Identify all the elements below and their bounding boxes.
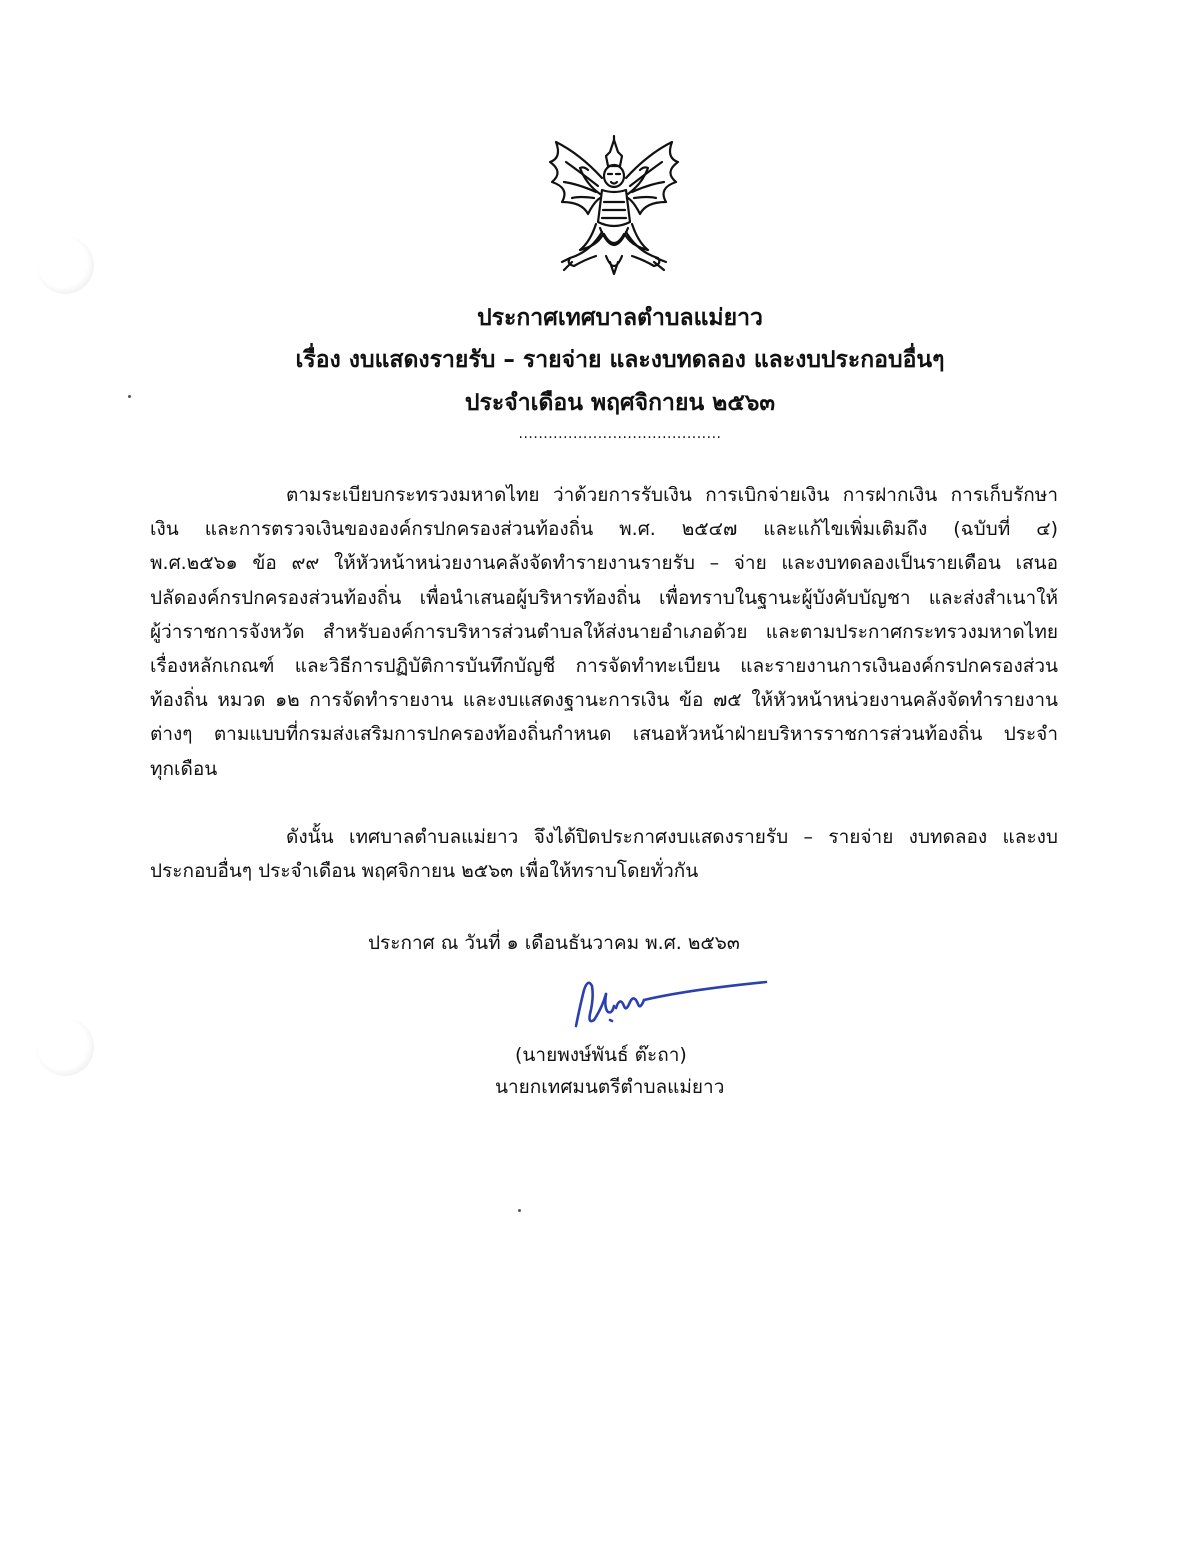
- paragraph-line: พ.ศ.๒๕๖๑ ข้อ ๙๙ ให้หัวหน้าหน่วยงานคลังจัดทำรายงานรายรับ – จ่าย และงบทดลองเป็นรายเดือน เสนอ: [150, 552, 1058, 575]
- announcement-period: ประจำเดือน พฤศจิกายน ๒๕๖๓: [464, 390, 776, 416]
- paragraph-line: ปลัดองค์กรปกครองส่วนท้องถิ่น เพื่อนำเสนอผู้บริหารท้องถิ่น เพื่อทราบในฐานะผู้บังคับบัญชา และส่งสำเนาให้: [150, 586, 1058, 609]
- signer-position: นายกเทศมนตรีตำบลแม่ยาว: [495, 1076, 725, 1098]
- body-paragraph-2: [150, 820, 1058, 888]
- announced-date: ประกาศ ณ วันที่ ๑ เดือนธันวาคม พ.ศ. ๒๕๖๓: [368, 932, 740, 954]
- paragraph-line: ตามระเบียบกระทรวงมหาดไทย ว่าด้วยการรับเงิน การเบิกจ่ายเงิน การฝากเงิน การเก็บรักษา: [286, 484, 1058, 506]
- signer-name: (นายพงษ์พันธ์ ต๊ะถา): [515, 1044, 687, 1066]
- body-paragraph-1: [150, 478, 1058, 786]
- paragraph-line: ประกอบอื่นๆ ประจำเดือน พฤศจิกายน ๒๕๖๓ เพื่อให้ทราบโดยทั่วกัน: [150, 860, 699, 883]
- separator-dots: .........................................: [518, 426, 722, 442]
- punch-hole-bottom: [36, 1018, 94, 1076]
- announcement-subject: เรื่อง งบแสดงรายรับ – รายจ่าย และงบทดลอง และงบประกอบอื่นๆ: [295, 347, 945, 373]
- punch-hole-top: [36, 236, 94, 294]
- paragraph-line: ผู้ว่าราชการจังหวัด สำหรับองค์การบริหารส่วนตำบลให้ส่งนายอำเภอด้วย และตามประกาศกระทรวงมหาดไทย: [150, 620, 1058, 643]
- handwritten-signature: [566, 966, 776, 1042]
- announcement-title: ประกาศเทศบาลตำบลแม่ยาว: [477, 305, 763, 331]
- paragraph-line: เงิน และการตรวจเงินขององค์กรปกครองส่วนท้องถิ่น พ.ศ. ๒๕๔๗ และแก้ไขเพิ่มเติมถึง (ฉบับที่ ๔): [150, 518, 1058, 541]
- scan-speck: [518, 1209, 521, 1212]
- paragraph-line: ท้องถิ่น หมวด ๑๒ การจัดทำรายงาน และงบแสดงฐานะการเงิน ข้อ ๗๕ ให้หัวหน้าหน่วยงานคลังจัดทำรายงาน: [150, 689, 1058, 712]
- paragraph-line: เรื่องหลักเกณฑ์ และวิธีการปฏิบัติการบันทึกบัญชี การจัดทำทะเบียน และรายงานการเงินองค์กรปกครองส่วน: [150, 654, 1058, 677]
- paragraph-line: ทุกเดือน: [150, 757, 218, 780]
- paragraph-line: ต่างๆ ตามแบบที่กรมส่งเสริมการปกครองท้องถิ่นกำหนด เสนอหัวหน้าฝ่ายบริหารราชการส่วนท้องถิ่น ประจำ: [150, 723, 1058, 746]
- paragraph-line: ดังนั้น เทศบาลตำบลแม่ยาว จึงได้ปิดประกาศงบแสดงรายรับ – รายจ่าย งบทดลอง และงบ: [286, 826, 1058, 848]
- garuda-emblem-icon: [540, 132, 688, 280]
